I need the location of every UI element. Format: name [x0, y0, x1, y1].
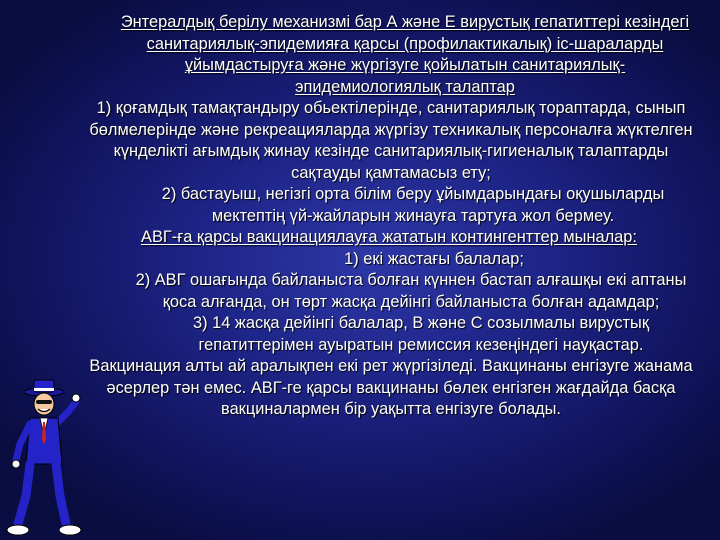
slide-heading: [78, 12, 710, 98]
requirement-item-2: 2) бастауыш, негізгі орта білім беру ұйымдарындағы оқушыларды мектептің үй-жайларын жинауға тартуға жол бермеу.: [161, 185, 665, 225]
contingent-item-3: 3) 14 жасқа дейінгі балалар, В және С созылмалы вирустық гепатиттерімен ауыратын ремиссия кезеңіндегі науқастар.: [192, 314, 650, 354]
cartoon-man-icon: [6, 378, 84, 538]
subheading-text: АВГ-ға қарсы вакцинациялауға жататын контингенттер мыналар:: [141, 228, 637, 246]
contingent-item-1: 1) екі жастағы балалар;: [344, 249, 524, 268]
requirement-item-1: 1) қоғамдық тамақтандыру обьектілерінде, санитариялық тораптарда, сынып бөлмелерінде және рекреацияларда жүргізу техникалық персоналға жүктелген күнделікті ағымдық жинау кезінде санитариялық-гигиеналық талаптарды сақтауды қамтамасыз ету;: [89, 99, 693, 182]
closing-paragraph: Вакцинация алты ай аралықпен екі рет жүргізіледі. Вакцинаны енгізуге жанама әсерлер тән емес. АВГ-ге қарсы вакцинаны бөлек енгізген жағдайда басқа вакциналармен бір уақытта енгізуге болады.: [89, 357, 693, 418]
vaccination-subheading: [78, 227, 710, 249]
heading-text: Энтералдық берілу механизмі бар А және Е вирустық гепатиттері кезіндегі санитариялық-эпидемияға қарсы (профилактикалық) іс-шараларды ұйымдастыруға және жүргізуге қойылатын санитариялық-эпидемиологиялық талаптар: [120, 13, 690, 96]
slide-text: [78, 12, 710, 421]
contingent-item-2: 2) АВГ ошағында байланыста болған күннен бастап алғашқы екі аптаны қоса алғанда, он төрт жасқа дейінгі байланыста болған адамдар;: [135, 271, 687, 311]
